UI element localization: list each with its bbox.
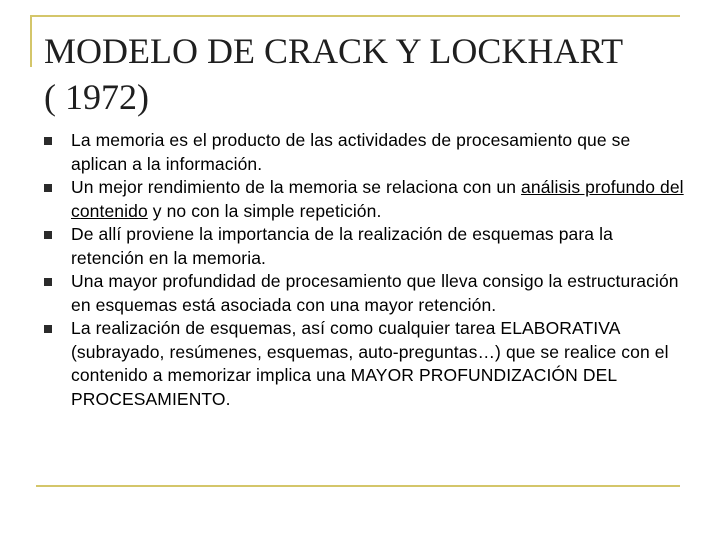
bottom-rule bbox=[36, 485, 680, 487]
bullet-item bbox=[44, 223, 684, 270]
underlined-phrase: análisis profundo del contenido bbox=[71, 177, 684, 221]
square-bullet-icon bbox=[44, 137, 52, 145]
bullet-text-after: y no con la simple repetición. bbox=[147, 200, 382, 221]
slide-title bbox=[44, 28, 684, 120]
top-rule bbox=[30, 15, 680, 17]
square-bullet-icon bbox=[44, 184, 52, 192]
square-bullet-icon bbox=[44, 278, 52, 286]
bullet-text: Una mayor profundidad de procesamiento que lleva consigo la estructuración en esquemas está asociada con una mayor retención. bbox=[71, 271, 679, 315]
bullet-list bbox=[44, 129, 684, 411]
title-line-2: ( 1972) bbox=[44, 77, 149, 117]
bullet-text: De allí proviene la importancia de la realización de esquemas para la retención en la memoria. bbox=[71, 224, 613, 268]
left-rule bbox=[30, 15, 32, 67]
bullet-item bbox=[44, 176, 684, 223]
bullet-text-before: Un mejor rendimiento de la memoria se relaciona con un bbox=[71, 177, 522, 197]
bullet-item bbox=[44, 129, 684, 176]
bullet-text: La realización de esquemas, así como cualquier tarea ELABORATIVA (subrayado, resúmenes, esquemas, auto-preguntas…) que se realice con el contenido a memorizar implica una MAYOR PROFUNDIZACIÓN DEL PROCESAMIENTO. bbox=[71, 318, 669, 409]
square-bullet-icon bbox=[44, 231, 52, 239]
square-bullet-icon bbox=[44, 325, 52, 333]
bullet-text: La memoria es el producto de las actividades de procesamiento que se aplican a la información. bbox=[71, 130, 631, 174]
bullet-item bbox=[44, 270, 684, 317]
bullet-item bbox=[44, 317, 684, 411]
title-line-1: MODELO DE CRACK Y LOCKHART bbox=[44, 31, 624, 71]
